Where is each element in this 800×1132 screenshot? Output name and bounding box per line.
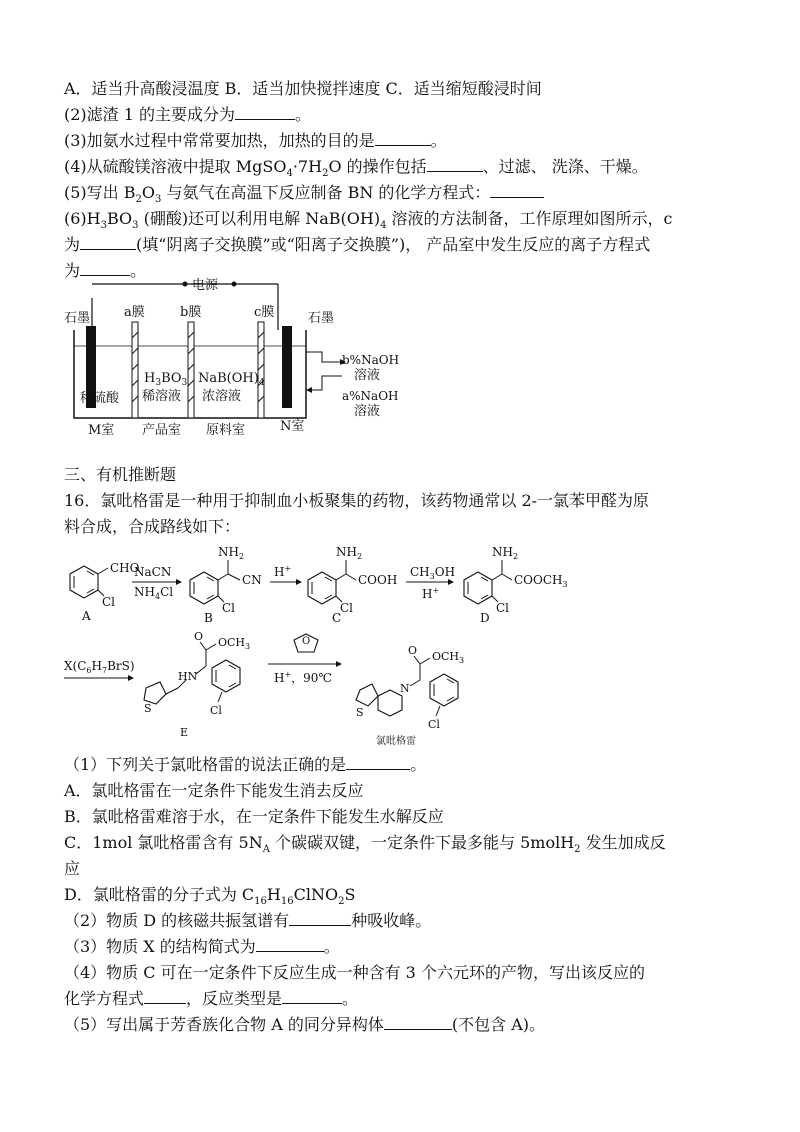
q16-stem-line1: 16．氯吡格雷是一种用于抑制血小板聚集的药物，该药物通常以 2-一氯苯甲醛为原 [64,491,650,510]
solution-nab-label: $NaB(OH)_4$ [198,371,265,388]
label-b: B [204,611,213,625]
svg-text:NH4Cl: $NH_4Cl$ [134,585,174,601]
answer-blank[interactable] [384,1015,452,1030]
membrane-a-label: a膜 [124,305,145,320]
membrane-a [132,322,138,418]
answer-blank[interactable] [346,755,410,770]
q15-options-line [64,78,542,100]
reaction-arrow-1 [132,565,182,601]
solution-dilute-sulfuric: 稀硫酸 [80,391,120,406]
q15-part6-line3: 为 。 [64,261,147,280]
svg-text:S: S [144,702,152,715]
room-n: N室 [280,419,305,434]
room-raw-material: 原料室 [206,423,246,438]
label-a: A [82,609,91,623]
svg-text:NH2: $NH_2$ [336,545,363,561]
svg-text:Cl: Cl [340,601,354,615]
answer-blank[interactable] [490,183,544,198]
q15-option-c: C．适当缩短酸浸时间 [385,79,542,98]
svg-text:CHO: CHO [110,561,140,575]
q16-option-c-cont: 应 [64,859,81,878]
svg-text:NaCN: NaCN [134,565,172,579]
solution-nab-conc: 浓溶液 [202,389,242,404]
membrane-c-label: c膜 [254,305,275,320]
q16-option-d: D．氯吡格雷的分子式为 $C_{16}H_{16}ClNO_2S$ [64,885,356,908]
room-product: 产品室 [142,423,182,438]
svg-text:HN: HN [178,670,198,683]
section-heading: 三、有机推断题 [64,465,177,484]
label-clopidogrel: 氯吡格雷 [376,736,416,747]
svg-text:Cl: Cl [210,704,222,717]
power-label: 电源 [192,278,219,293]
q16-sub1: （1）下列关于氯吡格雷的说法正确的是 。 [64,755,427,774]
q16-sub4-line1: （4）物质 C 可在一定条件下反应生成一种含有 3 个六元环的产物，写出该反应的 [64,963,645,982]
q16-sub2: （2）物质 D 的核磁共振氢谱有 种吸收峰。 [64,911,432,930]
outlet-solution-label: 溶液 [354,368,381,383]
svg-text:H+: H+ [274,564,292,579]
answer-blank[interactable] [256,937,324,952]
label-e: E [180,726,189,739]
svg-text:NH2: $NH_2$ [218,545,245,561]
svg-text:NH2: $NH_2$ [492,545,519,561]
answer-blank[interactable] [289,911,351,926]
svg-text:O: O [194,630,204,643]
q16-sub3: （3）物质 X 的结构简式为 。 [64,937,340,956]
reaction-arrow-4 [64,659,135,681]
q16-option-a: A．氯吡格雷在一定条件下能发生消去反应 [64,781,364,800]
q15-part6-line1: $(6)H_3BO_3$ (硼酸)还可以利用电解 $NaB(OH)_4$ 溶液的方法制备，工作原理如图所示，c [64,209,673,232]
q16-sub4-line2: 化学方程式 ，反应类型是 。 [64,989,359,1008]
q15-part3: (3)加氨水过程中常常要加热，加热的目的是 。 [64,131,447,150]
svg-text:Cl: Cl [222,601,236,615]
q16-sub5: （5）写出属于芳香族化合物 A 的同分异构体 (不包含 A)。 [64,1015,546,1034]
graphite-right-label: 石墨 [308,311,335,326]
answer-blank[interactable] [80,235,136,250]
solution-h3bo3-dilute: 稀溶液 [142,389,182,404]
label-c: C [332,611,342,625]
electrolysis-diagram [60,278,440,438]
q16-option-b: B．氯吡格雷难溶于水，在一定条件下能发生水解反应 [64,807,444,826]
q15-part4: (4)从硫酸镁溶液中提取 $MgSO_4\cdot 7H_2O$ 的操作包括 、过滤、 洗涤、干燥。 [64,157,648,180]
svg-text:COOH: COOH [358,573,398,587]
answer-blank[interactable] [375,131,431,146]
q16-option-c: C．1mol 氯吡格雷含有 $5N_A$ 个碳碳双键，一定条件下最多能与 5molH$_2$ 发生加成反 [64,833,666,856]
membrane-b-label: b膜 [180,305,202,320]
solution-h3bo3-label: $H_3BO_3$ [144,371,188,388]
answer-blank[interactable] [282,989,342,1004]
svg-text:N: N [400,682,410,695]
svg-text:O: O [302,636,311,647]
outlet-naoh-label: b%NaOH [342,353,400,367]
q15-part6-line2: 为 (填“阴离子交换膜”或“阳离子交换膜”)， 产品室中发生反应的离子方程式 [64,235,651,254]
compound-e [144,630,250,739]
power-terminal [183,282,188,287]
power-terminal [232,282,237,287]
svg-text:S: S [356,706,364,719]
membrane-c [258,322,264,418]
svg-text:CH3OH: $CH_3OH$ [410,565,456,581]
reaction-arrow-2 [270,564,302,585]
q15-option-b: B．适当加快搅拌速度 [224,79,381,98]
q15-option-a: A．适当升高酸浸温度 [64,79,220,98]
svg-text:O: O [408,644,418,657]
q15-part5: (5)写出 $B_2O_3$ 与氨气在高温下反应制备 BN 的化学方程式： [64,182,544,204]
room-m: M室 [88,423,115,438]
q16-stem-line2: 料合成，合成路线如下： [64,517,241,536]
compound-b [190,545,262,625]
reaction-arrow-5 [268,634,342,685]
svg-text:X(C6H7BrS): $X(C_6H_7BrS)$ [64,659,135,675]
label-d: D [480,611,490,625]
compound-a [70,561,140,623]
svg-text:Cl: Cl [428,718,440,731]
inlet-naoh-label: a%NaOH [342,389,399,403]
svg-text:COOCH3: $COOCH_3$ [514,573,568,589]
graphite-left-label: 石墨 [64,311,91,326]
compound-d [464,545,568,625]
svg-text:Cl: Cl [496,601,510,615]
answer-blank[interactable] [235,105,295,120]
answer-blank[interactable] [80,261,130,276]
svg-text:OCH3: $OCH_3$ [218,636,251,651]
svg-text:Cl: Cl [102,595,116,609]
compound-c [308,545,397,625]
inlet-arrow [306,387,312,393]
q15-part2: (2)滤渣 1 的主要成分为 。 [64,105,312,124]
svg-text:H+: H+ [422,586,440,601]
graphite-electrode-right [282,326,292,408]
answer-blank[interactable] [427,157,483,172]
svg-text:H+，90℃: H+，90℃ [274,670,332,685]
compound-clopidogrel [356,644,464,747]
inlet-solution-label: 溶液 [354,404,381,419]
reaction-arrow-3 [406,565,455,601]
svg-text:CN: CN [242,573,262,587]
membrane-b [188,322,194,418]
synthesis-route [60,540,760,750]
answer-blank[interactable] [144,989,186,1004]
svg-text:OCH3: $OCH_3$ [432,650,465,665]
